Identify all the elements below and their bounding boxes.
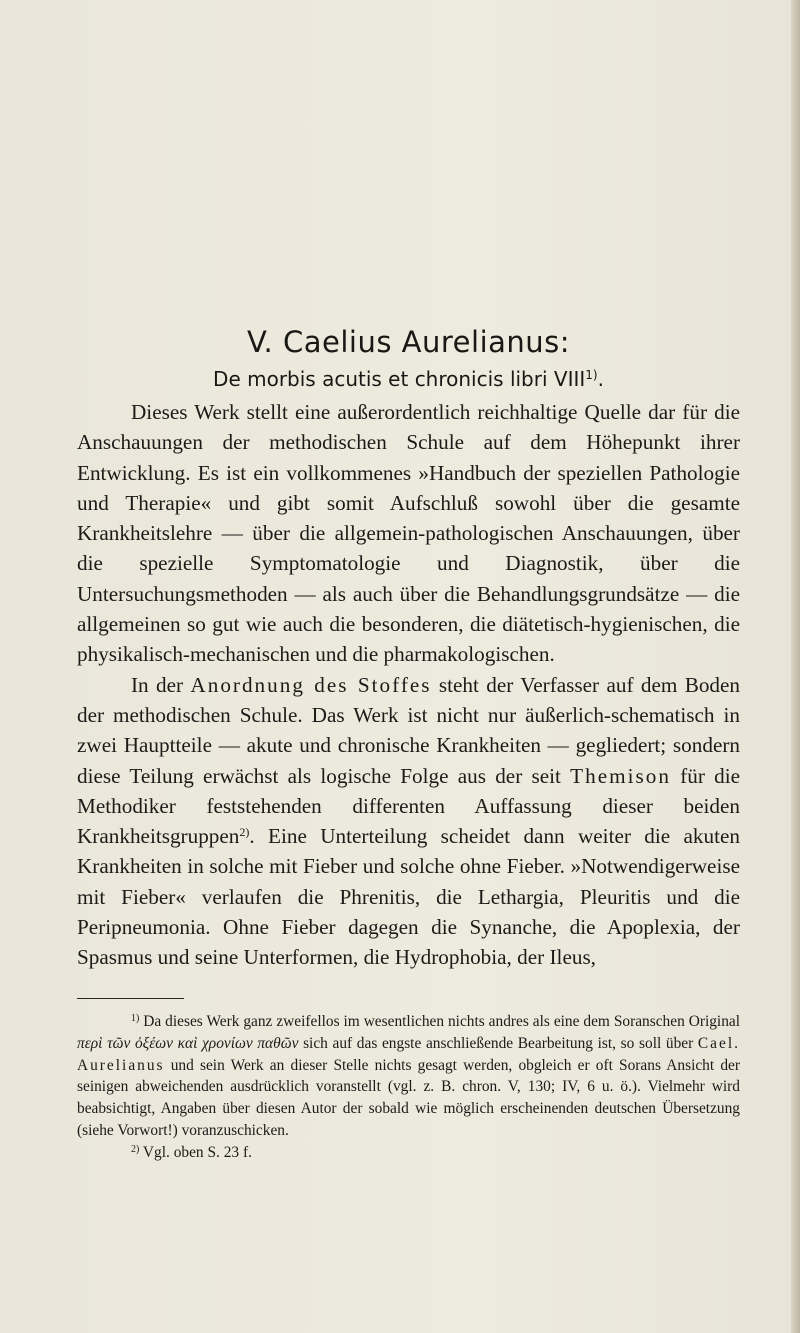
author-name: Cael. Aurelianus (77, 1034, 740, 1074)
paragraph-1: Dieses Werk stellt eine außerordentlich reichhaltige Quelle dar für die Anschauungen der methodischen Schule auf dem Höhepunkt ihrer Entwicklung. Es ist ein vollkommenes »Handbuch der speziellen Pathologie und Therapie« und gibt somit Aufschluß sowohl über die gesamte Krankheitslehre — über die allgemein-pathologischen Anschauungen, über die spezielle Symptomatologie und Diagnostik, über die Untersuchungsmethoden — als auch über die Behandlungsgrundsätze — die allgemeinen so gut wie auch die besonderen, die diätetisch-hygienischen, die physikalisch-mechanischen und die pharmakologischen. (77, 400, 740, 667)
paragraph-2 (77, 670, 740, 973)
footnote-1-text-a: Da dieses Werk ganz zweifellos im wesentlichen nichts andres als eine dem Soranschen Original (143, 1013, 741, 1030)
page-edge (791, 0, 800, 1333)
paragraph-2-text-a: steht der Verfasser auf dem Boden der methodischen Schule. Das Werk ist nicht nur äußerlich-schematisch in zwei Hauptteile — akute und chronische Krankheiten — gegliedert; sondern diese Teilung erwächst als logische Folge aus der seit (77, 672, 741, 788)
subtitle-text: De morbis acutis et chronicis libri VIII (213, 367, 586, 391)
main-text (77, 397, 740, 973)
footnote-marker-2: 2) (239, 825, 250, 840)
paragraph-2-text-c: . Eine Unterteilung scheidet dann weiter die akuten Krankheiten in solche mit Fieber und solche ohne Fieber. »Notwendigerweise mit Fieber« verlaufen die Phrenitis, die Lethargia, Pleuritis und die Peripneumonia. Ohne Fieber dagegen die Synanche, die Apoplexia, der Spasmus und seine Unterformen, die Hydrophobia, der Ileus, (77, 824, 740, 970)
footnote-1-text-b: sich auf das engste anschließende Bearbeitung ist, so soll über (303, 1034, 694, 1052)
emphasized-phrase: Anordnung des Stoffes (190, 672, 432, 697)
footnote-2 (77, 1142, 740, 1164)
paragraph-2-lead: In der (131, 672, 184, 697)
footnotes (77, 1011, 740, 1164)
footnote-2-marker: 2) (131, 1143, 140, 1155)
footnote-1-marker: 1) (131, 1013, 140, 1024)
paragraph-2-text-b: für die Methodiker feststehenden differenten Auffassung dieser beiden Krankheitsgruppen (77, 763, 741, 849)
footnote-1-text-c: und sein Werk an dieser Stelle nichts gesagt werden, obgleich er oft Sorans Ansicht der seinigen abweichenden ausdrücklich voranstellt (vgl. z. B. chron. V, 130; IV, 6 u. ö.). Vielmehr wird beabsichtigt, Angaben über diesen Autor der sobald wie möglich erscheinenden deutschen Übersetzung (siehe Vorwort!) voranzuschicken. (77, 1056, 740, 1139)
footnote-1 (77, 1011, 740, 1142)
chapter-subtitle: De morbis acutis et chronicis libri VIII$^{1)}$. (213, 367, 604, 391)
greek-title: περὶ τῶν ὀξέων καὶ χρονίων παθῶν (77, 1034, 299, 1052)
person-name-themison: Themison (570, 763, 671, 788)
footnote-2-text: Vgl. oben S. 23 f. (142, 1143, 252, 1161)
chapter-title: V. Caelius Aurelianus: (246, 325, 571, 359)
footnote-marker-1: 1) (585, 368, 598, 382)
footnote-divider (77, 998, 184, 999)
